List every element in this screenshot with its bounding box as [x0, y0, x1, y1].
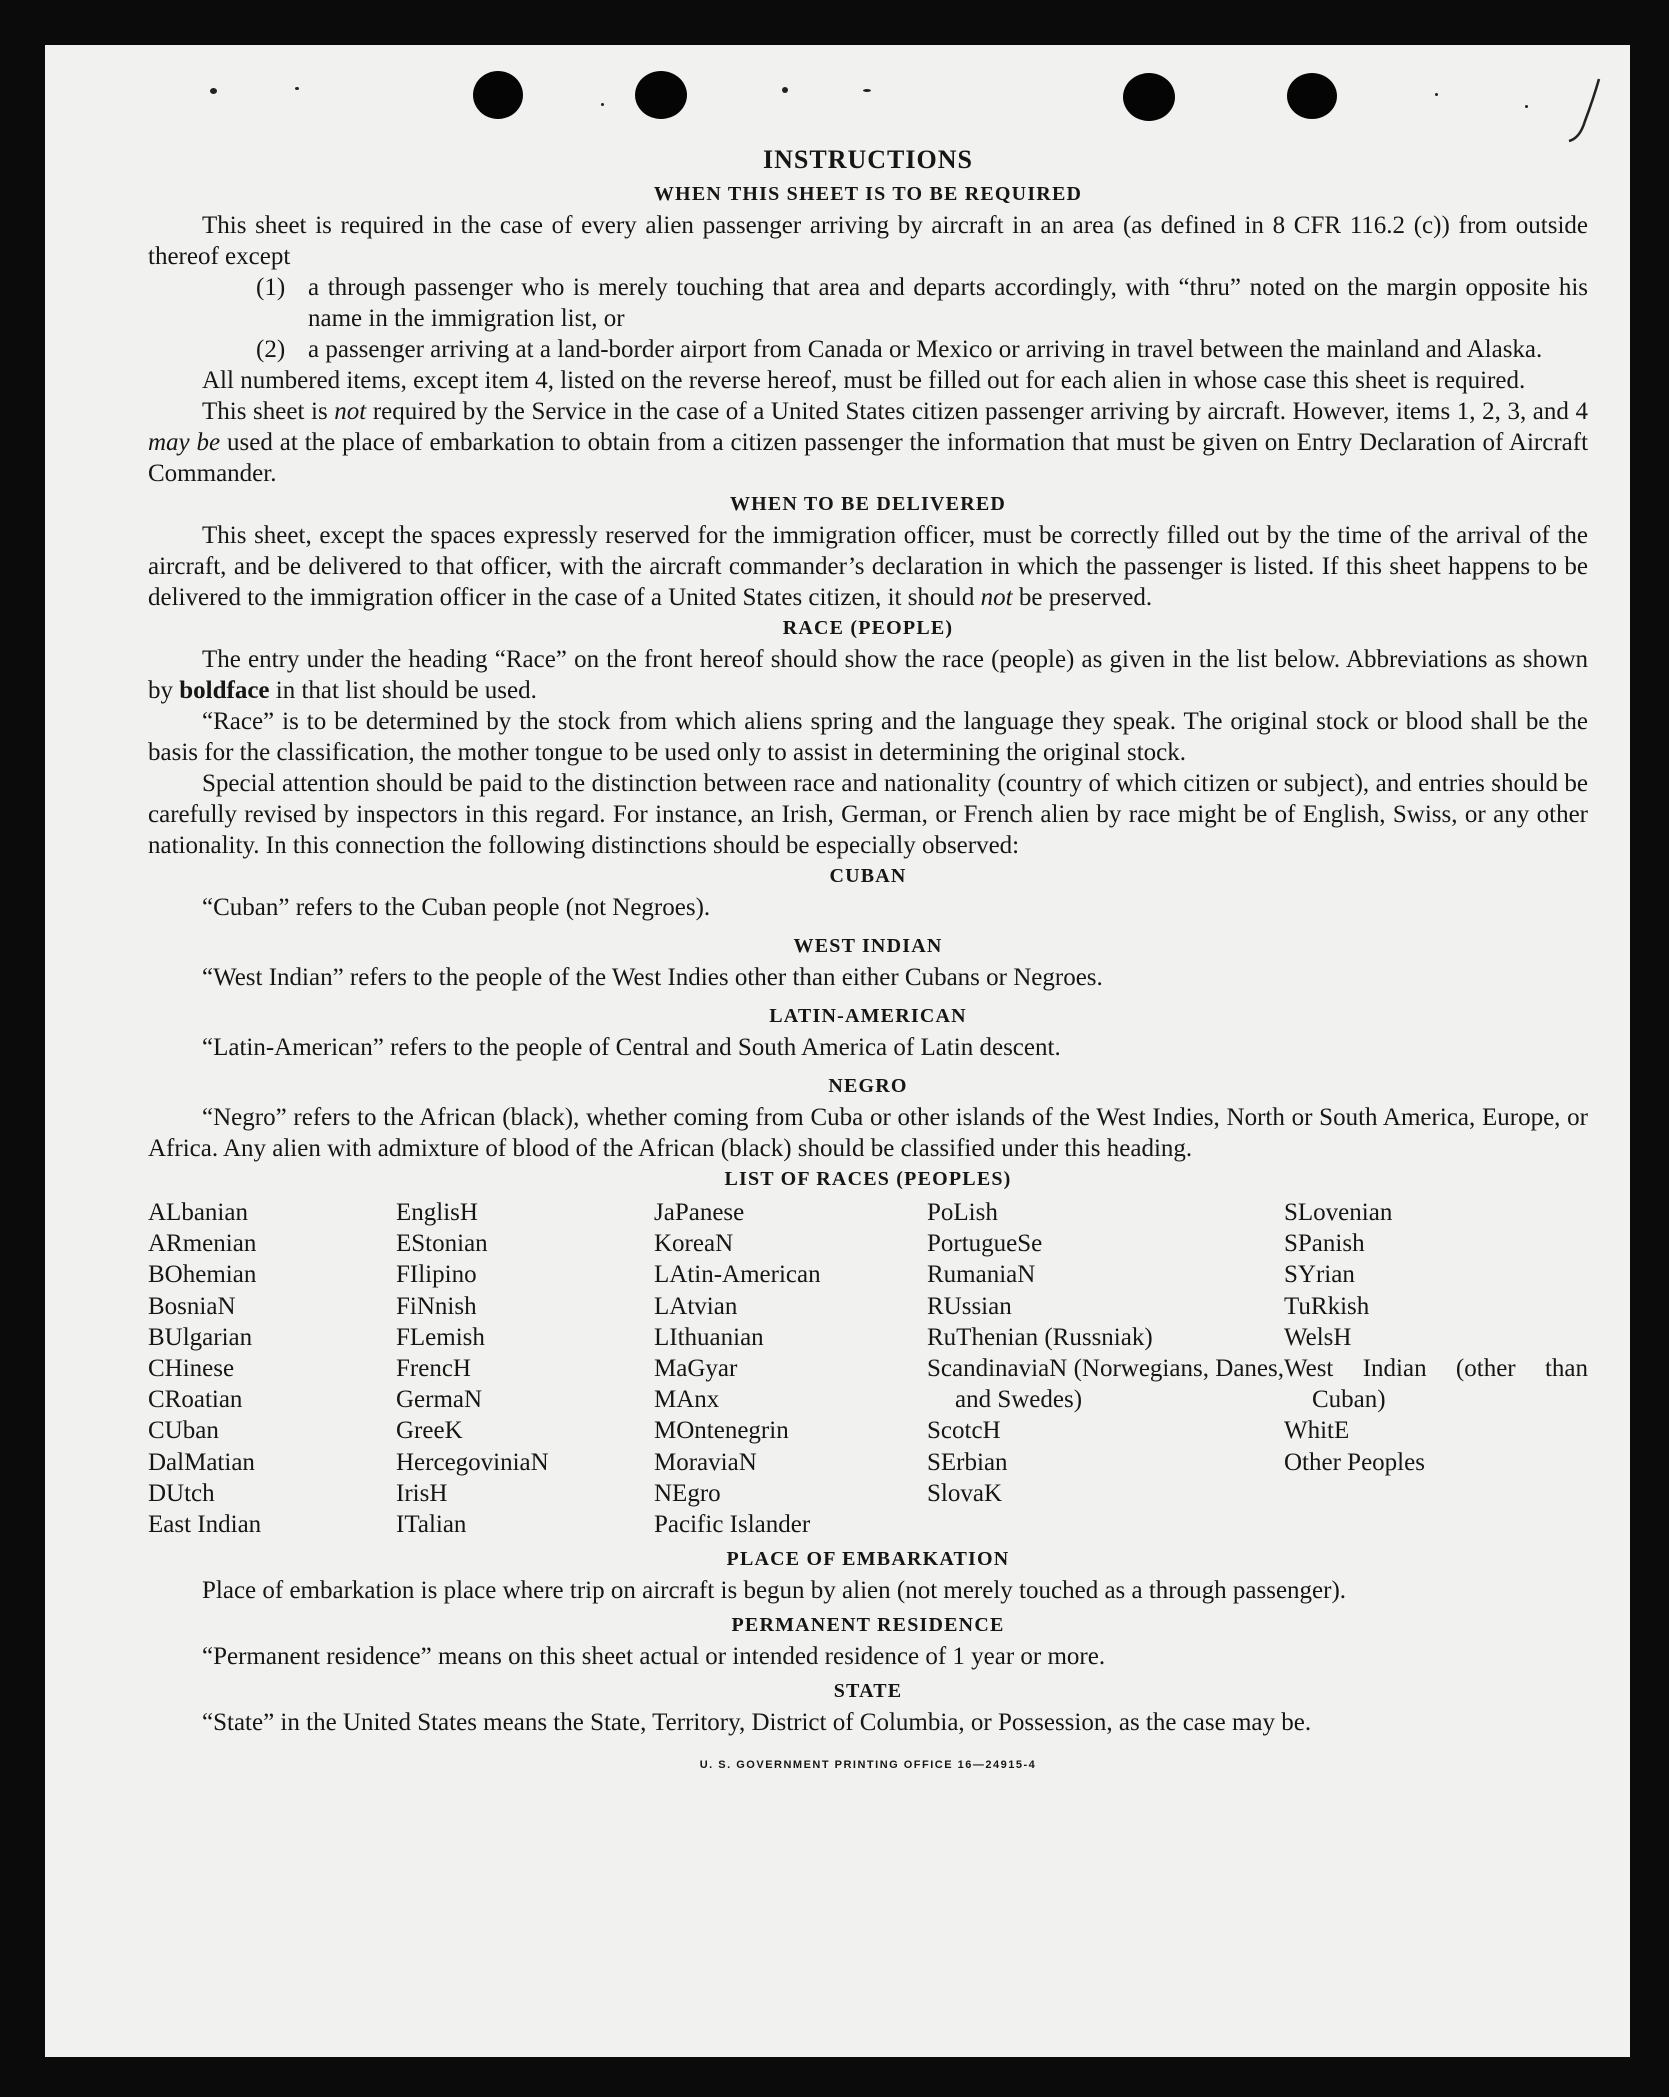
race-item: NEgro	[654, 1479, 721, 1507]
paragraph: “Permanent residence” means on this sheet actual or intended residence of 1 year or more.	[202, 1643, 1106, 1671]
races-list	[148, 1197, 1588, 1540]
race-item: MoraviaN	[654, 1448, 757, 1476]
paragraph: “Negro” refers to the African (black), whether coming from Cuba or other islands of the West Indies, North or South America, Europe, or Africa. Any alien with admixture of blood of the African (black) should be classified under this heading.	[148, 1104, 1588, 1162]
race-item: LAtvian	[654, 1292, 738, 1320]
races-column	[654, 1197, 927, 1540]
race-item: West Indian (other than Cuban)	[1284, 1355, 1588, 1414]
race-item: RumaniaN	[927, 1261, 1036, 1289]
race-item: CHinese	[148, 1355, 235, 1383]
section-heading-state: STATE	[833, 1680, 903, 1703]
text-run: be preserved.	[1012, 584, 1153, 611]
emphasis: not	[334, 398, 367, 425]
speck	[601, 103, 604, 106]
punch-hole	[473, 71, 523, 119]
paragraph: This sheet is required in the case of every alien passenger arriving by aircraft in an area (as defined in 8 CFR 116.2 (c)) from outside thereof except	[148, 212, 1588, 270]
race-item: SYrian	[1284, 1261, 1355, 1289]
race-item: SPanish	[1284, 1230, 1365, 1258]
printing-office-footer: U. S. GOVERNMENT PRINTING OFFICE 16—24915-4	[699, 1759, 1037, 1772]
paragraph	[148, 644, 1588, 706]
punch-hole	[1287, 73, 1337, 119]
race-item: FiNnish	[396, 1292, 477, 1320]
race-item: RUssian	[927, 1292, 1012, 1320]
paragraph: All numbered items, except item 4, listed on the reverse hereof, must be filled out for each alien in whose case this sheet is required.	[202, 367, 1526, 394]
race-item: PoLish	[927, 1199, 998, 1226]
page-title: INSTRUCTIONS	[763, 145, 973, 174]
paragraph: “Latin-American” refers to the people of Central and South America of Latin descent.	[202, 1034, 1061, 1061]
race-item: ScandinaviaN (Norwegians, Danes, and Swedes)	[927, 1355, 1284, 1414]
race-item: BOhemian	[148, 1261, 257, 1289]
punch-hole	[635, 71, 687, 119]
section-heading-delivered: WHEN TO BE DELIVERED	[729, 493, 1007, 515]
race-item: BosniaN	[148, 1292, 236, 1320]
paragraph	[148, 396, 1588, 489]
race-item: WhitE	[1284, 1417, 1350, 1445]
race-item: HercegoviniaN	[396, 1448, 549, 1476]
paragraph: “Race” is to be determined by the stock from which aliens spring and the language they speak. The original stock or blood shall be the basis for the classification, the mother tongue to be used only to assist in determining the original stock.	[148, 708, 1588, 766]
race-item: DUtch	[148, 1479, 215, 1507]
race-item: TuRkish	[1284, 1292, 1370, 1320]
speck	[863, 89, 871, 92]
numbered-item	[148, 334, 1588, 365]
race-item: PortugueSe	[927, 1230, 1043, 1258]
races-column	[396, 1197, 654, 1540]
paragraph: “West Indian” refers to the people of the West Indies other than either Cubans or Negroes.	[202, 964, 1103, 991]
races-column	[927, 1197, 1284, 1540]
race-item: JaPanese	[654, 1199, 745, 1226]
race-item: BUlgarian	[148, 1323, 253, 1351]
race-item: MaGyar	[654, 1355, 738, 1383]
race-item: KoreaN	[654, 1230, 734, 1258]
item-number: (1)	[256, 274, 286, 301]
race-item: IrisH	[396, 1479, 448, 1507]
speck	[782, 87, 788, 93]
race-item: MAnx	[654, 1386, 720, 1414]
race-item: Other Peoples	[1284, 1448, 1425, 1476]
race-item: ALbanian	[148, 1199, 248, 1226]
race-item: Pacific Islander	[654, 1511, 811, 1539]
speck	[1525, 105, 1528, 108]
paragraph: Place of embarkation is place where trip on aircraft is begun by alien (not merely touched as a through passenger).	[202, 1577, 1347, 1605]
item-text: a through passenger who is merely touching that area and departs accordingly, with “thru” noted on the margin opposite his name in the immigration list, or	[308, 274, 1588, 332]
race-item: GreeK	[396, 1417, 463, 1445]
paragraph: Special attention should be paid to the distinction between race and nationality (country of which citizen or subject), and entries should be carefully revised by inspectors in this regard. For instance, an Irish, German, or French alien by race might be of English, Swiss, or any other nationality. In this connection the following distinctions should be especially observed:	[148, 770, 1588, 859]
text-run: This sheet is	[202, 398, 335, 425]
text-run: used at the place of embarkation to obtain from a citizen passenger the information that must be given on Entry Declaration of Aircraft Commander.	[148, 429, 1589, 487]
emphasis: may be	[148, 429, 221, 456]
race-item: WelsH	[1284, 1323, 1352, 1351]
race-item: RuThenian (Russniak)	[927, 1323, 1153, 1351]
race-item: SlovaK	[927, 1479, 1002, 1507]
race-item: FrencH	[396, 1355, 471, 1383]
race-item: SLovenian	[1284, 1199, 1393, 1226]
section-heading-cuban: CUBAN	[829, 865, 907, 887]
section-heading-latin-american: LATIN-AMERICAN	[769, 1005, 967, 1027]
section-heading-west-indian: WEST INDIAN	[793, 935, 943, 957]
text-run: The entry under the heading “Race” on the front hereof should show the race (people) as given in the list below. Abbreviations as shown by	[148, 646, 1588, 704]
paragraph: “Cuban” refers to the Cuban people (not Negroes).	[202, 894, 711, 921]
instructions-body	[148, 143, 1588, 1781]
race-item: EnglisH	[396, 1199, 478, 1226]
section-heading-embarkation: PLACE OF EMBARKATION	[726, 1548, 1010, 1571]
paragraph: “State” in the United States means the State, Territory, District of Columbia, or Possession, as the case may be.	[202, 1709, 1312, 1737]
race-item: ITalian	[396, 1511, 467, 1539]
speck	[1435, 93, 1438, 96]
speck	[210, 88, 217, 94]
race-item: SErbian	[927, 1448, 1008, 1476]
item-text: a passenger arriving at a land-border airport from Canada or Mexico or arriving in travel between the mainland and Alaska.	[308, 336, 1543, 363]
race-item: CRoatian	[148, 1386, 243, 1414]
race-item: FLemish	[396, 1323, 485, 1351]
race-item: FIlipino	[396, 1261, 477, 1289]
paragraph	[148, 520, 1588, 613]
race-item: LIthuanian	[654, 1323, 764, 1351]
section-heading-required: WHEN THIS SHEET IS TO BE REQUIRED	[653, 183, 1083, 205]
speck	[295, 87, 299, 90]
bold-text: boldface	[179, 677, 270, 704]
race-item: LAtin-American	[654, 1261, 821, 1289]
text-run: required by the Service in the case of a United States citizen passenger arriving by aircraft. However, items 1, 2, 3, and 4	[366, 398, 1588, 425]
section-heading-residence: PERMANENT RESIDENCE	[731, 1614, 1005, 1637]
section-heading-race: RACE (PEOPLE)	[782, 617, 954, 639]
race-item: CUban	[148, 1417, 219, 1445]
document-page	[45, 45, 1630, 2057]
section-heading-list-of-races: LIST OF RACES (PEOPLES)	[724, 1168, 1012, 1190]
section-heading-negro: NEGRO	[828, 1075, 908, 1097]
race-item: ARmenian	[148, 1230, 257, 1258]
races-column	[148, 1197, 396, 1540]
race-item: MOntenegrin	[654, 1417, 789, 1445]
race-item: ScotcH	[927, 1417, 1001, 1445]
punch-hole	[1123, 73, 1175, 121]
item-number: (2)	[256, 336, 286, 363]
numbered-item	[148, 272, 1588, 334]
emphasis: not	[980, 584, 1013, 611]
race-item: EStonian	[396, 1230, 488, 1258]
race-item: DalMatian	[148, 1448, 255, 1476]
race-item: East Indian	[148, 1511, 262, 1539]
race-item: GermaN	[396, 1386, 483, 1414]
text-run: in that list should be used.	[269, 677, 537, 704]
races-column	[1284, 1197, 1588, 1540]
text-run: This sheet, except the spaces expressly reserved for the immigration officer, must be correctly filled out by the time of the arrival of the aircraft, and be delivered to that officer, with the aircraft commander’s declaration in which the passenger is listed. If this sheet happens to be delivered to the immigration officer in the case of a United States citizen, it should	[148, 522, 1588, 611]
